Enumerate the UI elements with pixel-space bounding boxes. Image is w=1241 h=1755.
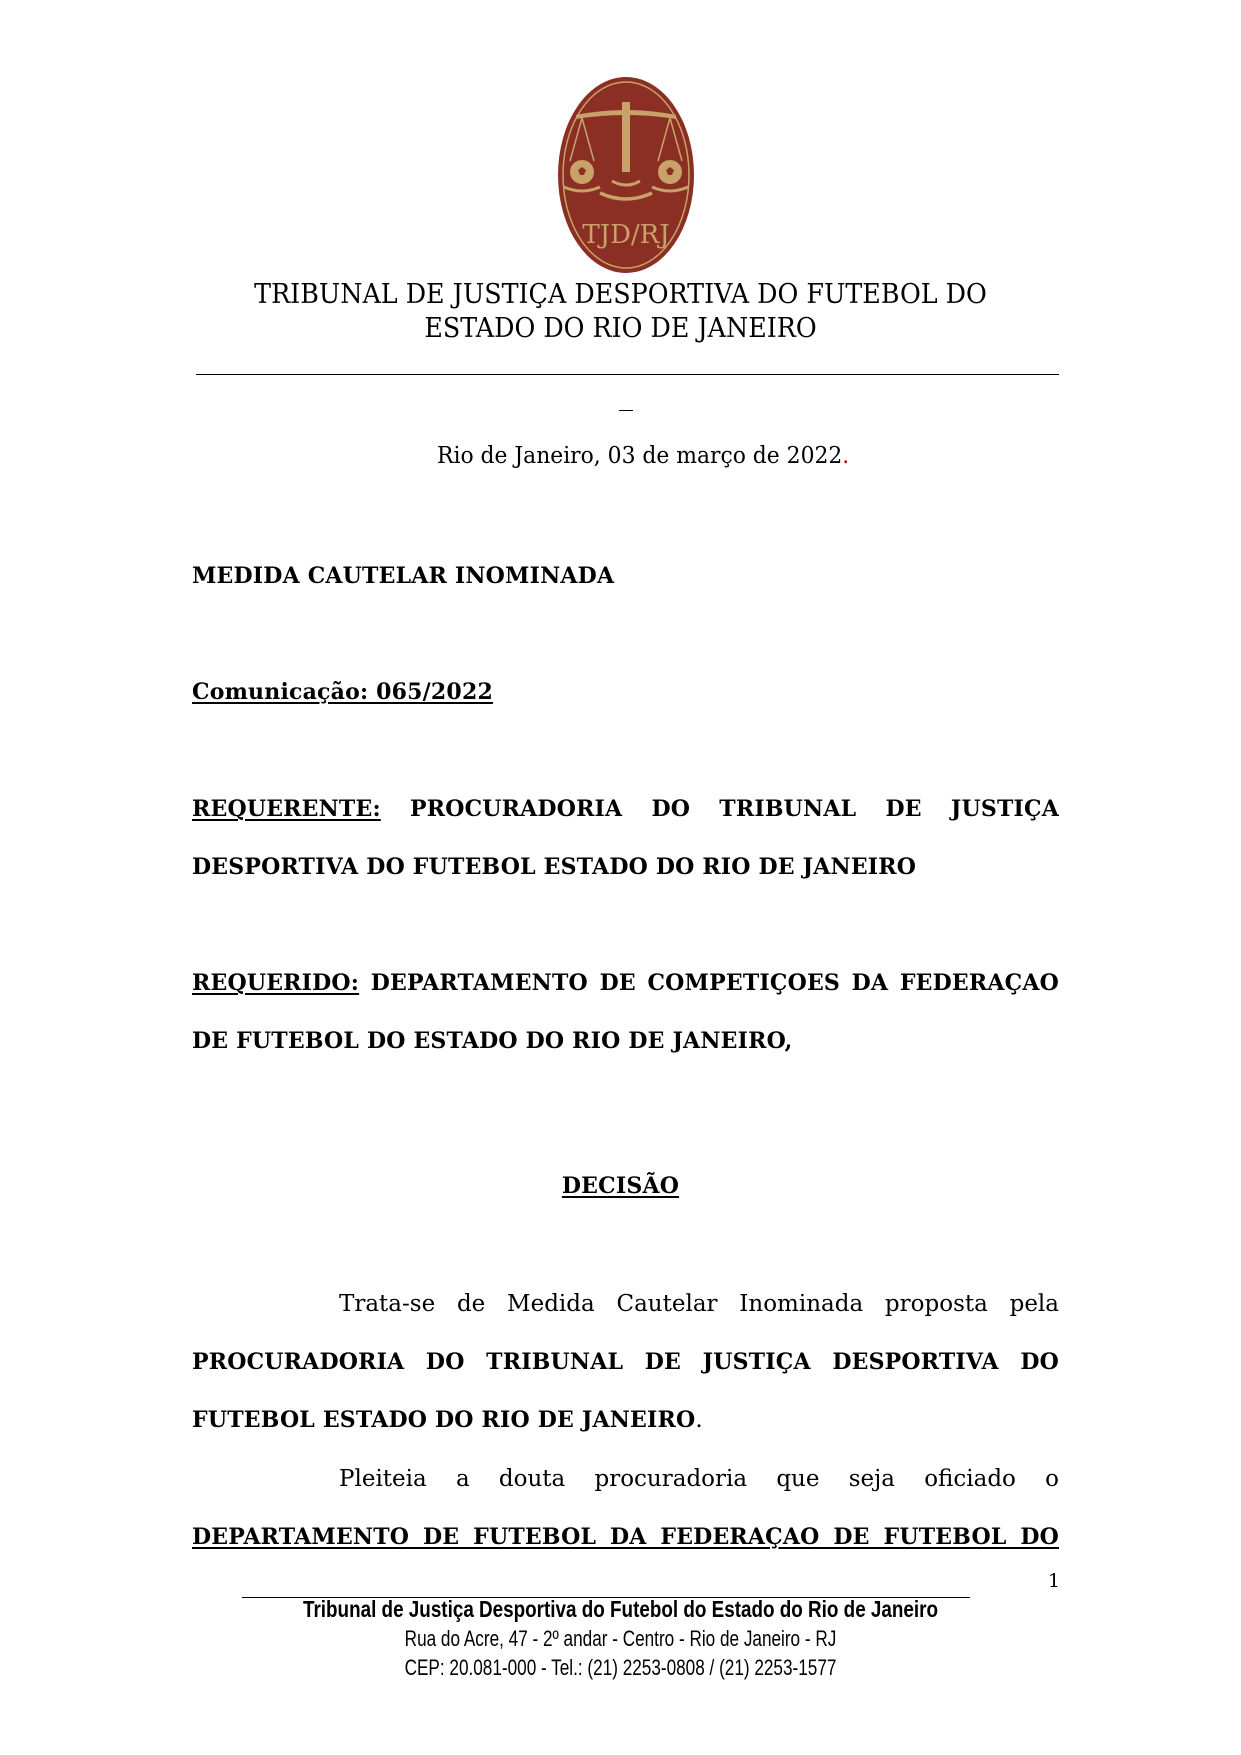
section-title (0, 1173, 1241, 1199)
paragraph1-line1: Trata-se de Medida Cautelar Inominada proposta pela (339, 1291, 1059, 1317)
logo-text: TJD/RJ (582, 220, 670, 250)
tribunal-title-line2: ESTADO DO RIO DE JANEIRO (424, 313, 817, 344)
paragraph1-period: . (695, 1407, 703, 1433)
date-text: Rio de Janeiro, 03 de março de 2022 (437, 443, 843, 469)
document-type: MEDIDA CAUTELAR INOMINADA (192, 563, 615, 589)
requerido-line1 (192, 968, 1059, 998)
requerente-name: PROCURADORIA DO TRIBUNAL DE JUSTIÇA (409, 796, 1060, 822)
scales-of-justice-icon (556, 75, 696, 275)
requerente-line2: DESPORTIVA DO FUTEBOL ESTADO DO RIO DE JANEIRO (192, 854, 917, 880)
paragraph1-bold-text: FUTEBOL ESTADO DO RIO DE JANEIRO (192, 1407, 696, 1433)
document-date (437, 441, 849, 471)
communication-number (192, 677, 1059, 707)
tjdrj-logo (556, 75, 696, 275)
date-period: . (842, 443, 850, 469)
header-divider (196, 374, 1059, 375)
requerido-label: REQUERIDO: (192, 970, 360, 996)
footer-contact: CEP: 20.081-000 - Tel.: (21) 2253-0808 / (21) 2253-1577 (404, 1655, 837, 1680)
tribunal-title-line1: TRIBUNAL DE JUSTIÇA DESPORTIVA DO FUTEBOL DO (254, 279, 987, 310)
footer-address: Rua do Acre, 47 - 2º andar - Centro - Rio de Janeiro - RJ (404, 1626, 837, 1651)
requerente-label: REQUERENTE: (192, 796, 381, 822)
paragraph2-line2: DEPARTAMENTO DE FUTEBOL DA FEDERAÇAO DE FUTEBOL DO (192, 1524, 1059, 1550)
decisao-heading: DECISÃO (561, 1173, 680, 1199)
header-divider-tail (619, 410, 633, 411)
requerente-line1 (192, 794, 1059, 824)
page-number: 1 (1048, 1570, 1061, 1592)
paragraph1-line2: PROCURADORIA DO TRIBUNAL DE JUSTIÇA DESPORTIVA DO (192, 1349, 1059, 1375)
requerido-line2: DE FUTEBOL DO ESTADO DO RIO DE JANEIRO, (192, 1028, 793, 1054)
paragraph1-line3 (192, 1405, 1059, 1437)
paragraph2-line1: Pleiteia a douta procuradoria que seja oficiado o (339, 1466, 1059, 1492)
requerido-name: DEPARTAMENTO DE COMPETIÇOES DA FEDERAÇAO (370, 970, 1059, 996)
footer-institution: Tribunal de Justiça Desportiva do Futebol do Estado do Rio de Janeiro (302, 1596, 939, 1622)
communication-label: Comunicação: 065/2022 (192, 679, 493, 705)
